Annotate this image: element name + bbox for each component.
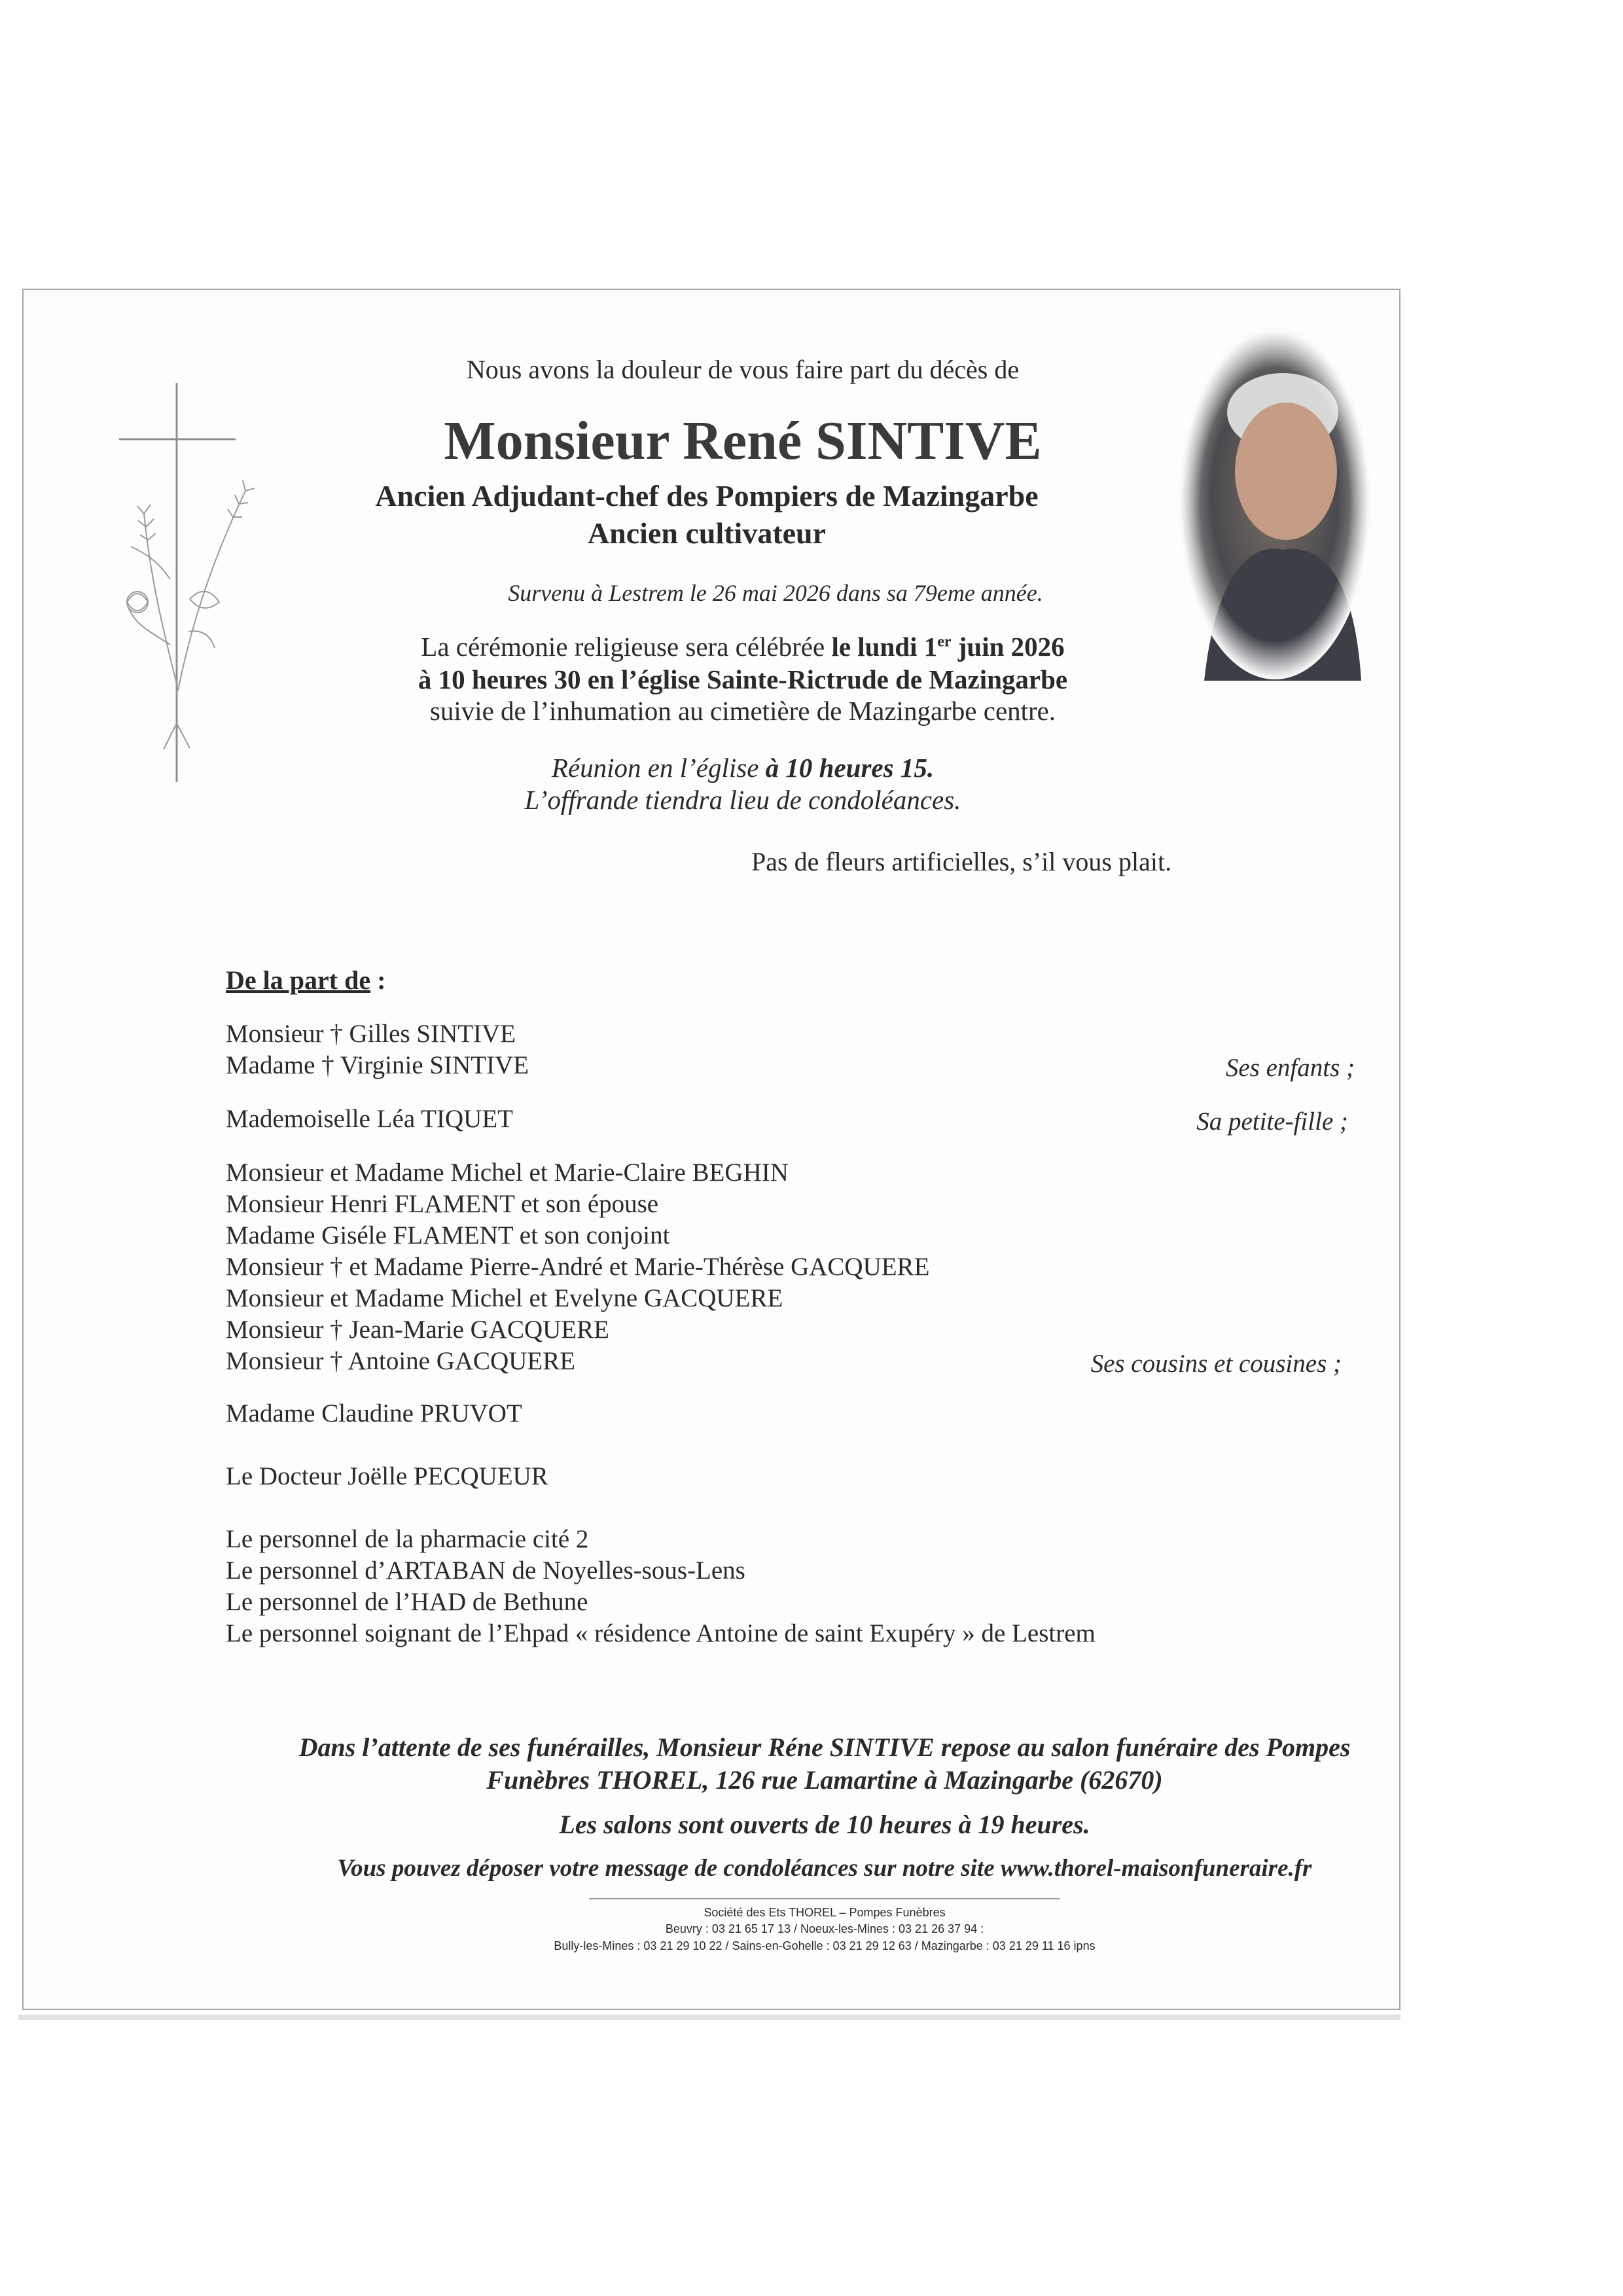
ceremony-superscript: er	[937, 633, 952, 651]
ceremony-intro: La cérémonie religieuse sera célébrée	[421, 632, 832, 662]
company-name: Société des Ets THOREL – Pompes Funèbres	[704, 1906, 946, 1919]
offrande-line: L’offrande tiendra lieu de condoléances.	[524, 785, 961, 815]
reunion-time: à 10 heures 15.	[765, 753, 935, 783]
death-info: Survenu à Lestrem le 26 mai 2026 dans sa 79eme année.	[508, 580, 1043, 606]
family-member: Monsieur Henri FLAMENT et son épouse	[226, 1190, 659, 1218]
ceremony-month-year: juin 2026	[951, 632, 1065, 662]
enfants-label: Ses enfants ;	[1225, 1054, 1355, 1082]
company-phones-1: Beuvry : 03 21 65 17 13 / Noeux-les-Mines : 03 21 26 37 94 :	[665, 1922, 984, 1935]
family-heading	[226, 967, 385, 994]
no-artificial-flowers: Pas de fleurs artificielles, s’il vous plait.	[751, 847, 1172, 876]
reunion-line	[327, 755, 1158, 781]
cousins-label: Ses cousins et cousines ;	[1090, 1350, 1342, 1378]
footer-divider	[589, 1898, 1060, 1899]
funeral-home-line-2: Funèbres THOREL, 126 rue Lamartine à Mazingarbe (62670)	[486, 1765, 1163, 1795]
family-member: Monsieur et Madame Michel et Evelyne GACQUERE	[226, 1284, 783, 1312]
family-member: Monsieur et Madame Michel et Marie-Claire BEGHIN	[226, 1158, 789, 1187]
title-cultivateur: Ancien cultivateur	[587, 516, 827, 550]
petite-fille-label: Sa petite-fille ;	[1196, 1107, 1348, 1136]
portrait-photo	[1178, 327, 1372, 681]
ceremony-line-2: à 10 heures 30 en l’église Sainte-Rictrude de Mazingarbe	[418, 664, 1068, 694]
family-heading-colon: :	[370, 965, 386, 995]
family-member: Monsieur † Gilles SINTIVE	[226, 1020, 516, 1048]
family-member: Monsieur † Antoine GACQUERE	[226, 1347, 576, 1375]
family-member: Mademoiselle Léa TIQUET	[226, 1105, 513, 1133]
frame-shadow	[18, 2015, 1400, 2020]
ceremony-line-3: suivie de l’inhumation au cimetière de Mazingarbe centre.	[429, 696, 1056, 726]
family-member: Monsieur † et Madame Pierre-André et Marie-Thérèse GACQUERE	[226, 1253, 930, 1281]
ceremony-date	[831, 632, 1064, 662]
family-heading-text: De la part de	[226, 965, 371, 995]
ceremony-day: le lundi 1	[831, 632, 938, 662]
funeral-home-line-1: Dans l’attente de ses funérailles, Monsieur Réne SINTIVE repose au salon funéraire des Pompes	[298, 1732, 1351, 1762]
ceremony-line-1	[327, 634, 1158, 660]
staff-line: Le personnel de l’HAD de Bethune	[226, 1588, 588, 1616]
intro-line: Nous avons la douleur de vous faire part du décès de	[466, 355, 1020, 384]
staff-line: Le personnel de la pharmacie cité 2	[226, 1525, 589, 1553]
reunion-intro: Réunion en l’église	[551, 753, 766, 783]
family-member: Madame Giséle FLAMENT et son conjoint	[226, 1221, 670, 1249]
condolences-message: Vous pouvez déposer votre message de condoléances sur notre site www.thorel-maisonfuneraire.fr	[337, 1855, 1312, 1882]
company-phones-2: Bully-les-Mines : 03 21 29 10 22 / Sains-en-Gohelle : 03 21 29 12 63 / Mazingarbe : 03 21 29 11 16 ipns	[554, 1939, 1096, 1952]
cross-with-wheat-and-flowers-icon	[105, 383, 275, 782]
salon-hours: Les salons sont ouverts de 10 heures à 19 heures.	[559, 1810, 1090, 1839]
staff-line: Le personnel soignant de l’Ehpad « résidence Antoine de saint Exupéry » de Lestrem	[226, 1619, 1096, 1647]
family-member: Le Docteur Joëlle PECQUEUR	[226, 1462, 548, 1490]
family-member: Monsieur † Jean-Marie GACQUERE	[226, 1316, 609, 1344]
family-member: Madame Claudine PRUVOT	[226, 1399, 522, 1427]
family-member: Madame † Virginie SINTIVE	[226, 1051, 529, 1079]
deceased-name: Monsieur René SINTIVE	[444, 410, 1042, 471]
title-adjudant: Ancien Adjudant-chef des Pompiers de Mazingarbe	[375, 479, 1039, 512]
staff-line: Le personnel d’ARTABAN de Noyelles-sous-Lens	[226, 1556, 745, 1585]
